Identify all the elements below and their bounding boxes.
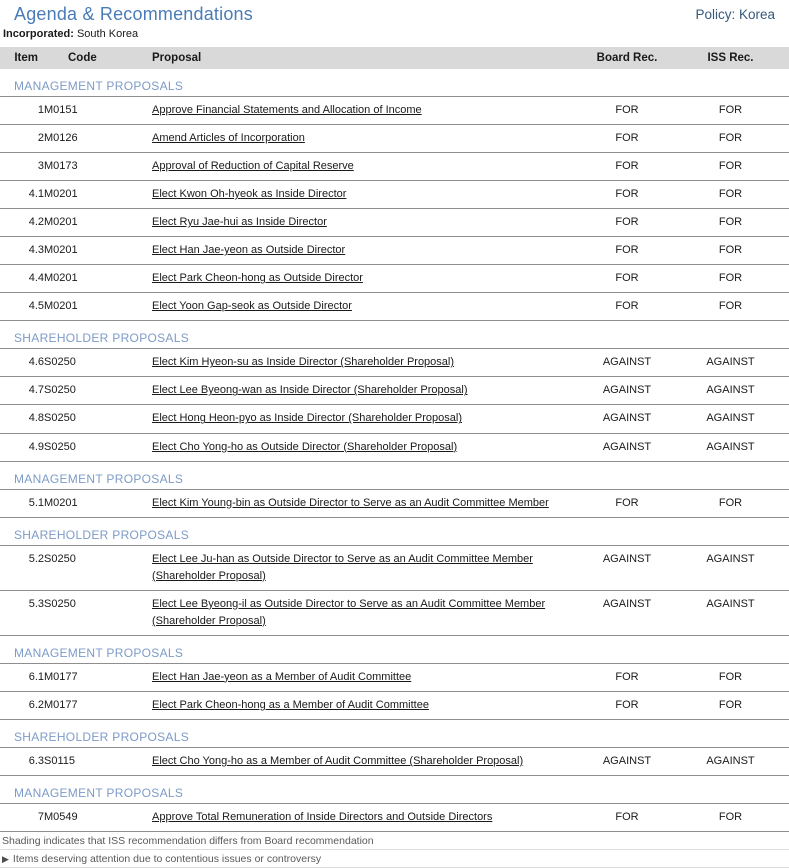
iss-rec-cell: FOR: [672, 181, 789, 209]
proposal-cell: [152, 405, 582, 433]
board-rec-cell: FOR: [582, 265, 672, 293]
table-row: [0, 265, 789, 293]
incorporated-line: [3, 28, 789, 40]
iss-rec-cell: FOR: [672, 489, 789, 517]
footer-attention-note: Items deserving attention due to contentious issues or controversy: [12, 852, 322, 865]
iss-rec-cell: AGAINST: [672, 377, 789, 405]
proposal-cell: [152, 349, 582, 377]
board-rec-cell: FOR: [582, 489, 672, 517]
proposal-link[interactable]: Elect Kim Young-bin as Outside Director to Serve as an Audit Committee Member: [152, 496, 549, 509]
code-cell: M0201: [44, 237, 152, 265]
board-rec-cell: FOR: [582, 153, 672, 181]
iss-rec-cell: FOR: [672, 153, 789, 181]
code-cell: S0115: [44, 747, 152, 775]
table-row: [0, 489, 789, 517]
board-rec-cell: FOR: [582, 691, 672, 719]
code-cell: M0201: [44, 209, 152, 237]
item-cell: 3: [0, 153, 44, 181]
code-cell: S0250: [44, 377, 152, 405]
iss-rec-cell: AGAINST: [672, 747, 789, 775]
code-cell: M0549: [44, 803, 152, 831]
section-label: MANAGEMENT PROPOSALS: [14, 645, 184, 660]
code-cell: M0151: [44, 97, 152, 125]
code-cell: M0201: [44, 293, 152, 321]
proposal-link[interactable]: Elect Cho Yong-ho as Outside Director (Shareholder Proposal): [152, 440, 458, 453]
board-rec-cell: AGAINST: [582, 433, 672, 461]
table-row: [0, 181, 789, 209]
table-row: [0, 663, 789, 691]
proposal-cell: [152, 153, 582, 181]
proposal-link[interactable]: Approve Total Remuneration of Inside Directors and Outside Directors: [152, 810, 493, 823]
item-cell: 4.2: [0, 209, 44, 237]
iss-rec-cell: AGAINST: [672, 590, 789, 635]
iss-rec-cell: FOR: [672, 125, 789, 153]
code-cell: M0201: [44, 181, 152, 209]
proposal-cell: [152, 590, 582, 635]
board-rec-cell: FOR: [582, 209, 672, 237]
board-rec-cell: AGAINST: [582, 377, 672, 405]
board-rec-cell: AGAINST: [582, 747, 672, 775]
section-header-row: [0, 321, 789, 349]
code-cell: S0250: [44, 349, 152, 377]
policy-label: Policy: Korea: [695, 7, 775, 22]
item-cell: 2: [0, 125, 44, 153]
section-label: MANAGEMENT PROPOSALS: [14, 785, 184, 800]
page-title: Agenda & Recommendations: [14, 4, 253, 24]
code-cell: S0250: [44, 405, 152, 433]
col-header-iss-rec: ISS Rec.: [672, 47, 789, 69]
item-cell: 4.3: [0, 237, 44, 265]
footnotes: [0, 832, 789, 868]
item-cell: 6.3: [0, 747, 44, 775]
item-cell: 4.6: [0, 349, 44, 377]
section-label: SHAREHOLDER PROPOSALS: [14, 729, 190, 744]
code-cell: M0201: [44, 489, 152, 517]
section-label: SHAREHOLDER PROPOSALS: [14, 331, 190, 346]
proposal-cell: [152, 125, 582, 153]
col-header-proposal: Proposal: [152, 47, 582, 69]
proposal-link[interactable]: Approve Financial Statements and Allocation of Income: [152, 104, 422, 116]
iss-rec-cell: FOR: [672, 237, 789, 265]
proposal-cell: [152, 237, 582, 265]
code-cell: M0201: [44, 265, 152, 293]
table-row: [0, 433, 789, 461]
proposal-link[interactable]: Elect Yoon Gap-seok as Outside Director: [152, 300, 352, 313]
proposal-link[interactable]: Amend Articles of Incorporation: [152, 132, 305, 145]
item-cell: 7: [0, 803, 44, 831]
code-cell: S0250: [44, 545, 152, 590]
code-cell: M0173: [44, 153, 152, 181]
iss-rec-cell: FOR: [672, 663, 789, 691]
item-cell: 6.2: [0, 691, 44, 719]
board-rec-cell: AGAINST: [582, 590, 672, 635]
proposal-cell: [152, 691, 582, 719]
proposal-link[interactable]: Elect Park Cheon-hong as Outside Director: [152, 272, 363, 285]
table-row: [0, 209, 789, 237]
board-rec-cell: FOR: [582, 125, 672, 153]
footnote-shading: [0, 832, 789, 850]
proposals-body: [0, 69, 789, 831]
item-cell: 4.5: [0, 293, 44, 321]
proposal-link[interactable]: Elect Han Jae-yeon as a Member of Audit Committee: [152, 670, 412, 683]
proposal-link[interactable]: Elect Lee Ju-han as Outside Director to Serve as an Audit Committee Member (Shareholder Proposal): [152, 552, 533, 582]
proposal-link[interactable]: Elect Lee Byeong-il as Outside Director to Serve as an Audit Committee Member (Shareholder Proposal): [152, 597, 546, 627]
board-rec-cell: AGAINST: [582, 349, 672, 377]
proposal-link[interactable]: Elect Han Jae-yeon as Outside Director: [152, 244, 346, 257]
proposal-cell: [152, 293, 582, 321]
board-rec-cell: FOR: [582, 663, 672, 691]
proposal-cell: [152, 663, 582, 691]
table-row: [0, 293, 789, 321]
item-cell: 4.1: [0, 181, 44, 209]
item-cell: 4.8: [0, 405, 44, 433]
section-label: MANAGEMENT PROPOSALS: [14, 79, 184, 93]
item-cell: 5.3: [0, 590, 44, 635]
board-rec-cell: FOR: [582, 237, 672, 265]
proposal-link[interactable]: Elect Lee Byeong-wan as Inside Director (Shareholder Proposal): [152, 384, 468, 397]
iss-rec-cell: FOR: [672, 691, 789, 719]
table-row: [0, 590, 789, 635]
proposal-cell: [152, 377, 582, 405]
footnote-attention: [0, 850, 789, 868]
proposal-link[interactable]: Elect Park Cheon-hong as a Member of Audit Committee: [152, 698, 429, 711]
proposal-cell: [152, 545, 582, 590]
iss-rec-cell: AGAINST: [672, 349, 789, 377]
section-header-row: [0, 635, 789, 663]
item-cell: 4.4: [0, 265, 44, 293]
attention-triangle-icon: ▶: [2, 853, 9, 864]
proposal-cell: [152, 265, 582, 293]
col-header-item: Item: [0, 47, 44, 69]
proposal-cell: [152, 209, 582, 237]
item-cell: 5.2: [0, 545, 44, 590]
iss-rec-cell: FOR: [672, 293, 789, 321]
board-rec-cell: FOR: [582, 803, 672, 831]
document-header: [0, 0, 789, 25]
code-cell: S0250: [44, 590, 152, 635]
iss-rec-cell: AGAINST: [672, 433, 789, 461]
section-header-row: [0, 719, 789, 747]
proposal-link[interactable]: Elect Kwon Oh-hyeok as Inside Director: [152, 188, 347, 201]
code-cell: M0126: [44, 125, 152, 153]
incorporated-value: South Korea: [76, 28, 139, 40]
board-rec-cell: FOR: [582, 97, 672, 125]
table-row: [0, 803, 789, 831]
board-rec-cell: FOR: [582, 181, 672, 209]
proposal-link[interactable]: Elect Hong Heon-pyo as Inside Director (Shareholder Proposal): [152, 412, 462, 425]
footer-shading-note: Shading indicates that ISS recommendation differs from Board recommendation: [2, 834, 374, 847]
board-rec-cell: AGAINST: [582, 545, 672, 590]
proposal-link[interactable]: Elect Cho Yong-ho as a Member of Audit Committee (Shareholder Proposal): [152, 754, 524, 767]
col-header-code: Code: [44, 47, 152, 69]
item-cell: 5.1: [0, 489, 44, 517]
iss-rec-cell: AGAINST: [672, 405, 789, 433]
code-cell: M0177: [44, 663, 152, 691]
proposal-link[interactable]: Elect Kim Hyeon-su as Inside Director (Shareholder Proposal): [152, 356, 455, 369]
item-cell: 4.7: [0, 377, 44, 405]
proposal-cell: [152, 747, 582, 775]
table-row: [0, 545, 789, 590]
proposal-cell: [152, 489, 582, 517]
item-cell: 1: [0, 97, 44, 125]
incorporated-label: Incorporated:: [3, 28, 74, 40]
proposal-cell: [152, 181, 582, 209]
col-header-board-rec: Board Rec.: [582, 47, 672, 69]
table-row: [0, 237, 789, 265]
agenda-table: [0, 47, 789, 832]
iss-rec-cell: AGAINST: [672, 545, 789, 590]
section-header-row: [0, 517, 789, 545]
item-cell: 4.9: [0, 433, 44, 461]
iss-rec-cell: FOR: [672, 209, 789, 237]
table-row: [0, 153, 789, 181]
proposal-link[interactable]: Elect Ryu Jae-hui as Inside Director: [152, 216, 327, 229]
section-label: MANAGEMENT PROPOSALS: [14, 471, 184, 486]
iss-rec-cell: FOR: [672, 97, 789, 125]
item-cell: 6.1: [0, 663, 44, 691]
table-row: [0, 125, 789, 153]
table-row: [0, 405, 789, 433]
section-header-row: [0, 775, 789, 803]
table-row: [0, 377, 789, 405]
board-rec-cell: AGAINST: [582, 405, 672, 433]
section-header-row: [0, 461, 789, 489]
table-row: [0, 691, 789, 719]
proposal-cell: [152, 803, 582, 831]
section-header-row: [0, 69, 789, 97]
proposal-cell: [152, 97, 582, 125]
iss-rec-cell: FOR: [672, 803, 789, 831]
board-rec-cell: FOR: [582, 293, 672, 321]
section-label: SHAREHOLDER PROPOSALS: [14, 527, 190, 542]
table-row: [0, 97, 789, 125]
table-header-row: [0, 47, 789, 69]
code-cell: S0250: [44, 433, 152, 461]
code-cell: M0177: [44, 691, 152, 719]
table-row: [0, 349, 789, 377]
proposal-cell: [152, 433, 582, 461]
iss-rec-cell: FOR: [672, 265, 789, 293]
proposal-link[interactable]: Approval of Reduction of Capital Reserve: [152, 160, 354, 173]
table-row: [0, 747, 789, 775]
